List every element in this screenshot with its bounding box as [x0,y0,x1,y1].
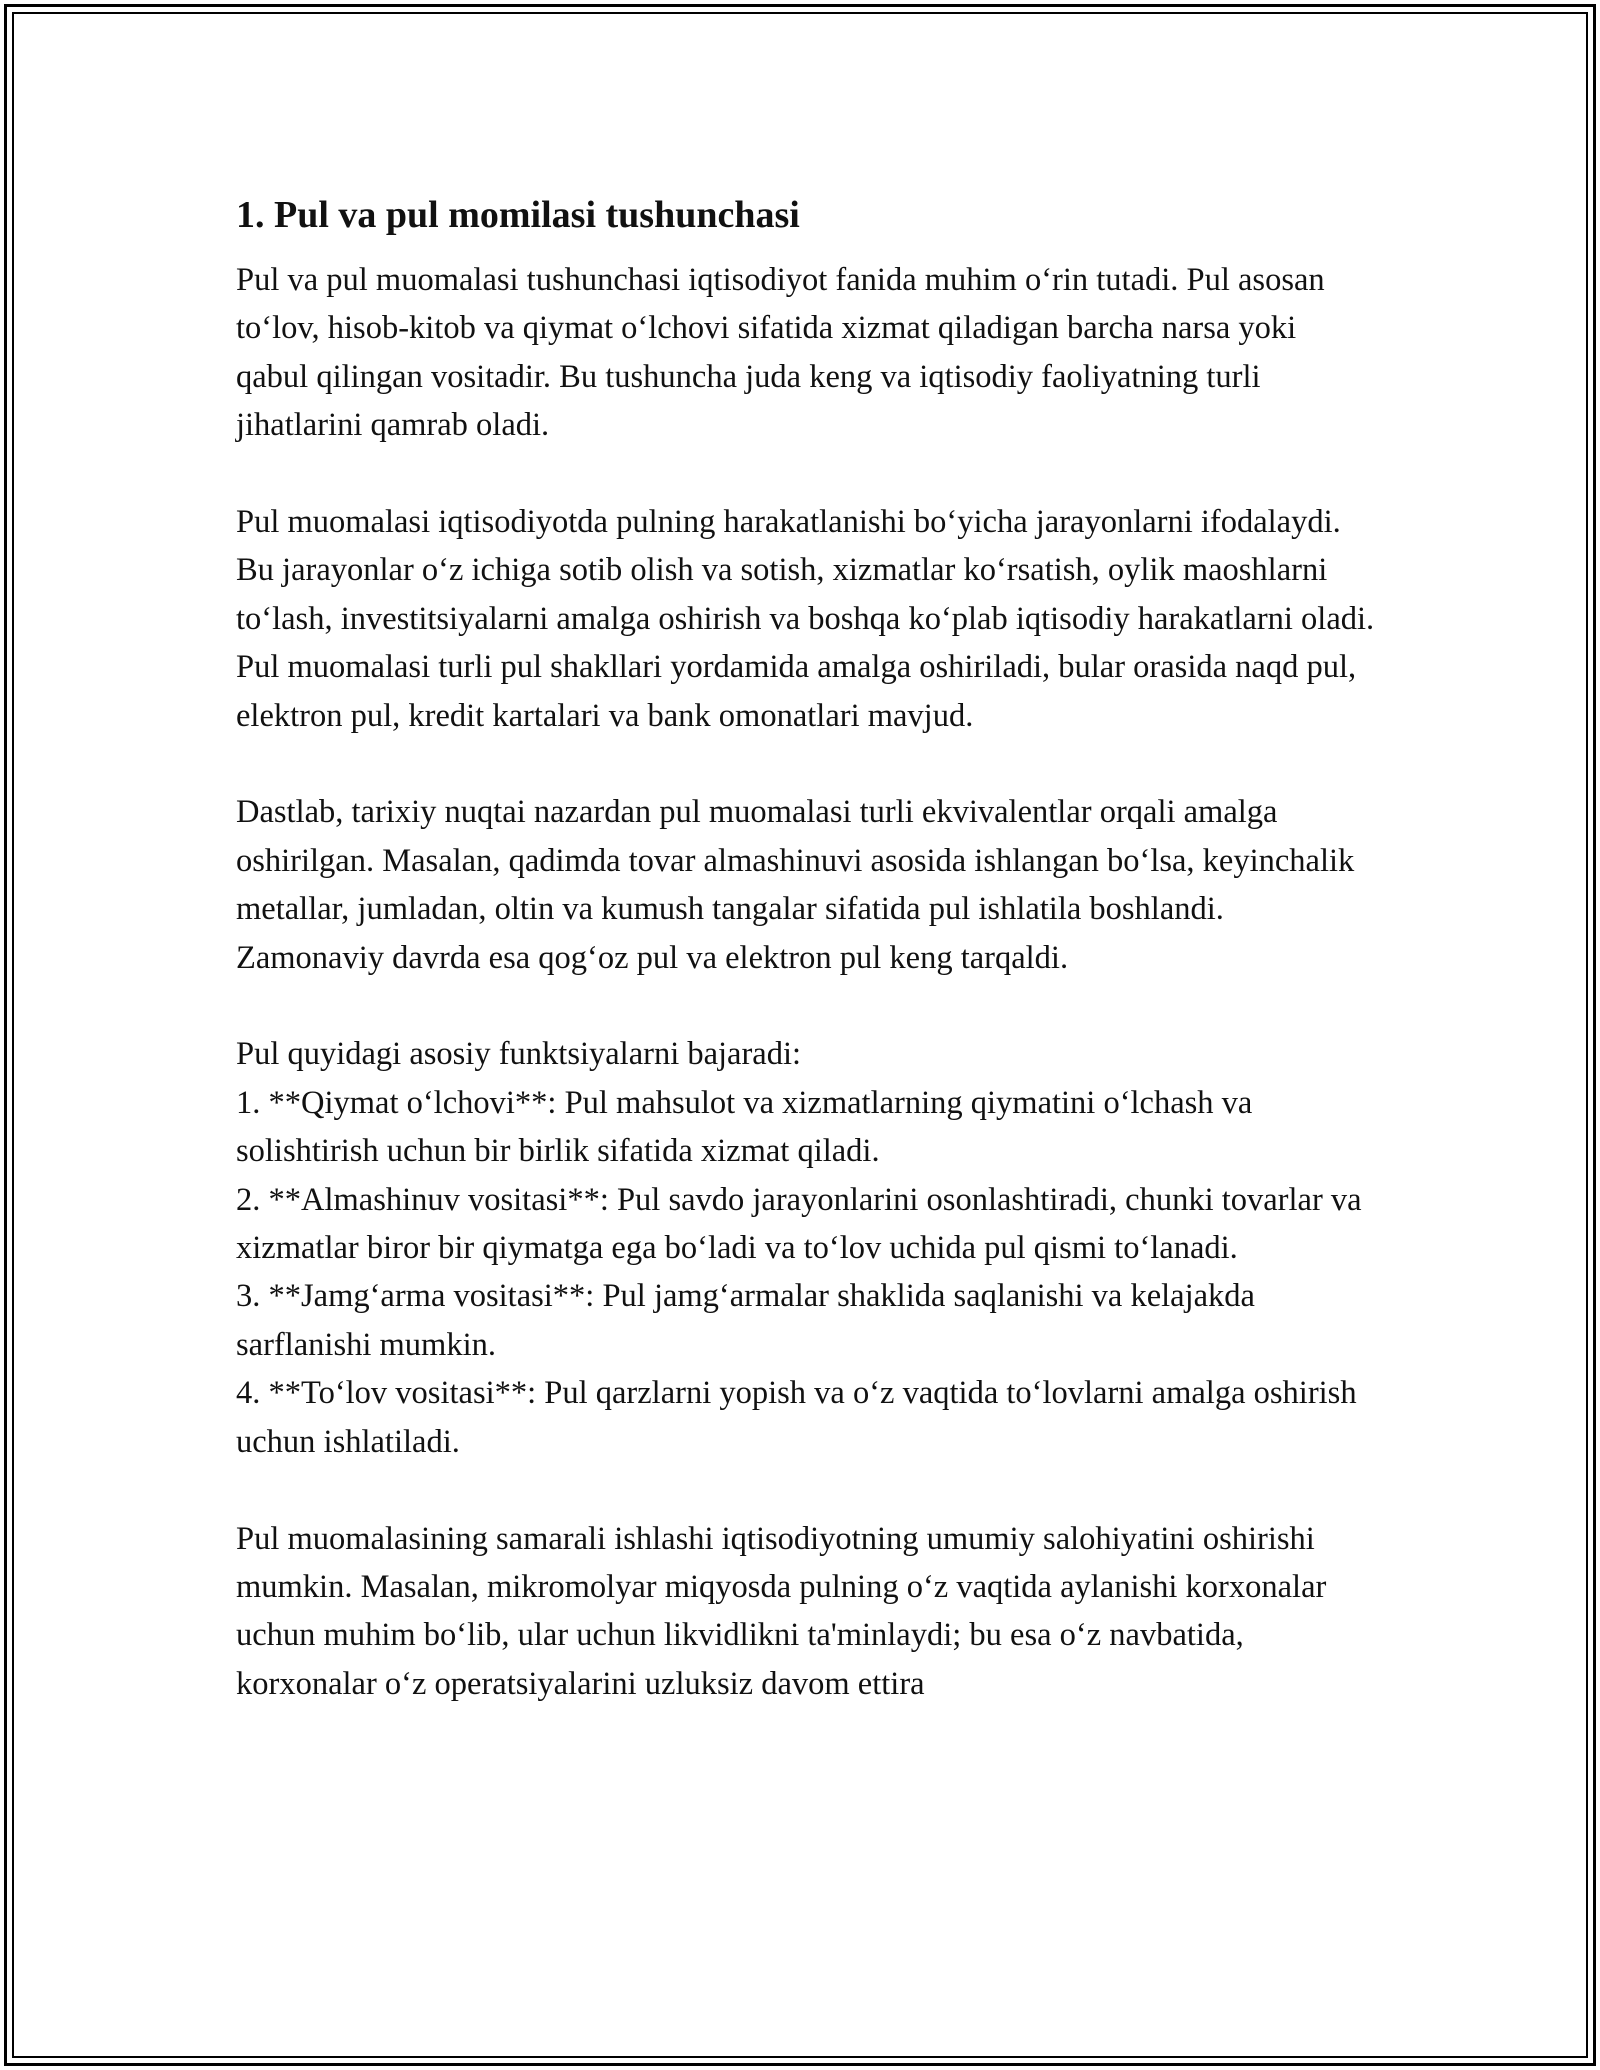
functions-intro: Pul quyidagi asosiy funktsiyalarni bajaradi: [236,1036,802,1073]
document-title: 1. Pul va pul momilasi tushunchasi [236,194,800,236]
function-item-store-of-value: 3. **Jamg‘arma vositasi**: Pul jamg‘armalar shaklida saqlanishi va kelajakda sarflanishi mumkin. [236,1278,1255,1363]
functions-list [236,1030,1376,1466]
function-item-means-of-payment: 4. **To‘lov vositasi**: Pul qarzlarni yopish va o‘z vaqtida to‘lovlarni amalga oshirish uchun ishlatiladi. [236,1375,1357,1460]
paragraph-money-concept: Pul va pul muomalasi tushunchasi iqtisodiyot fanida muhim o‘rin tutadi. Pul asosan to‘lov, hisob-kitob va qiymat o‘lchovi sifatida xizmat qiladigan barcha narsa yoki qabul qilingan vositadir. Bu tushuncha juda keng va iqtisodiy faoliyatning turli jihatlarini qamrab oladi. [236,262,1325,444]
paragraph-efficiency: Pul muomalasining samarali ishlashi iqtisodiyotning umumiy salohiyatini oshirishi mumkin. Masalan, mikromolyar miqyosda pulning o‘z vaqtida aylanishi korxonalar uchun muhim bo‘lib, ular uchun likvidlikni ta'minlaydi; bu esa o‘z navbatida, korxonalar o‘z operatsiyalarini uzluksiz davom ettira [236,1520,1327,1702]
document-body [236,186,1376,1757]
function-item-measure-of-value: 1. **Qiymat o‘lchovi**: Pul mahsulot va xizmatlarning qiymatini o‘lchash va solishtirish uchun bir birlik sifatida xizmat qiladi. [236,1084,1253,1170]
function-item-medium-of-exchange: 2. **Almashinuv vositasi**: Pul savdo jarayonlarini osonlashtiradi, chunki tovarlar va xizmatlar biror bir qiymatga ega bo‘ladi va to‘lov uchida pul qismi to‘lanadi. [236,1181,1362,1267]
paragraph-money-circulation: Pul muomalasi iqtisodiyotda pulning harakatlanishi bo‘yicha jarayonlarni ifodalaydi. Bu jarayonlar o‘z ichiga sotib olish va sotish, xizmatlar ko‘rsatish, oylik maoshlarni to‘lash, investitsiyalarni amalga oshirish va boshqa ko‘plab iqtisodiy harakatlarni oladi. Pul muomalasi turli pul shakllari yordamida amalga oshiriladi, bular orasida naqd pul, elektron pul, kredit kartalari va bank omonatlari mavjud. [236,504,1375,734]
paragraph-history: Dastlab, tarixiy nuqtai nazardan pul muomalasi turli ekvivalentlar orqali amalga oshirilgan. Masalan, qadimda tovar almashinuvi asosida ishlangan bo‘lsa, keyinchalik metallar, jumladan, oltin va kumush tangalar sifatida pul ishlatila boshlandi. Zamonaviy davrda esa qog‘oz pul va elektron pul keng tarqaldi. [236,794,1355,976]
